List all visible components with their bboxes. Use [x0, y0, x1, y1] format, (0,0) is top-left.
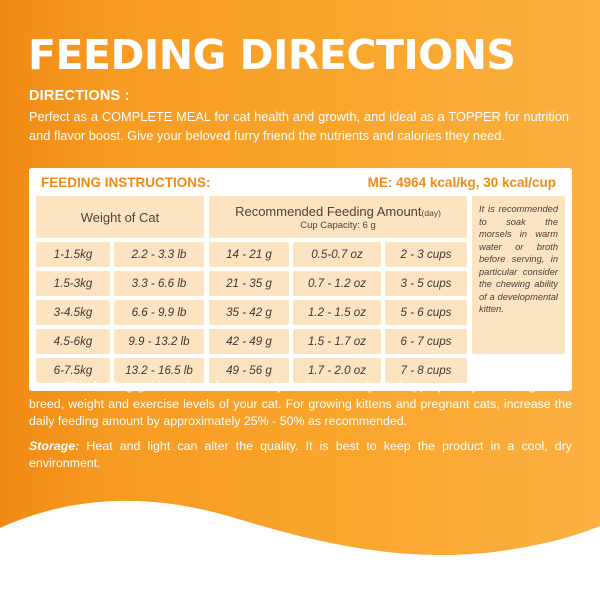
- weight-kg: 6-7.5kg: [36, 358, 110, 383]
- note-label: Note:: [29, 379, 61, 393]
- cup-capacity-label: Cup Capacity: 6 g: [300, 219, 376, 231]
- amount-cups: 6 - 7 cups: [385, 329, 467, 354]
- soaking-recommendation-note: It is recommended to soak the morsels in warm water or broth before serving, in particular consider the chewing ability of a developmental kitten.: [472, 196, 565, 354]
- weight-kg: 1.5-3kg: [36, 271, 110, 296]
- footer-notes: [29, 378, 572, 473]
- storage-label: Storage:: [29, 438, 80, 453]
- table-row: [209, 271, 467, 296]
- table-row: [209, 242, 467, 267]
- table-row: [36, 242, 204, 267]
- storage-block: [29, 438, 572, 473]
- directions-heading: DIRECTIONS :: [29, 88, 130, 104]
- weight-kg: 1-1.5kg: [36, 242, 110, 267]
- feeding-amount-rows: [209, 242, 467, 383]
- amount-cups: 7 - 8 cups: [385, 358, 467, 383]
- feeding-amount-header-label: [235, 204, 441, 219]
- weight-column-header: [36, 196, 204, 238]
- side-note-column: [472, 196, 565, 383]
- amount-cups: 5 - 6 cups: [385, 300, 467, 325]
- amount-ounces: 0.7 - 1.2 oz: [293, 271, 381, 296]
- weight-lb: 6.6 - 9.9 lb: [114, 300, 204, 325]
- table-row: [209, 329, 467, 354]
- directions-body: Perfect as a COMPLETE MEAL for cat health and growth, and ideal as a TOPPER for nutrition and flavor boost. Give your beloved furry friend the nutrients and calories they need.: [29, 109, 569, 143]
- feeding-amount-header-day-tag: (day): [421, 207, 441, 218]
- amount-grams: 49 - 56 g: [209, 358, 289, 383]
- amount-grams: 21 - 35 g: [209, 271, 289, 296]
- table-row: [209, 300, 467, 325]
- note-text: This feeding guide is for reference only and can be adjusted appropriately according to the breed, weight and exercise levels of your cat. For growing kittens and pregnant cats, increase the daily feeding amount by approximately 25% - 50% as recommended.: [29, 379, 572, 429]
- amount-ounces: 1.7 - 2.0 oz: [293, 358, 381, 383]
- amount-ounces: 1.5 - 1.7 oz: [293, 329, 381, 354]
- weight-kg: 4.5-6kg: [36, 329, 110, 354]
- amount-ounces: 0.5-0.7 oz: [293, 242, 381, 267]
- amount-grams: 35 - 42 g: [209, 300, 289, 325]
- weight-column-header-label: Weight of Cat: [80, 209, 160, 225]
- feeding-instructions-card: [29, 168, 572, 391]
- decorative-wave: [0, 470, 600, 600]
- amount-cups: 2 - 3 cups: [385, 242, 467, 267]
- weight-kg: 3-4.5kg: [36, 300, 110, 325]
- metabolizable-energy-value: ME: 4964 kcal/kg, 30 kcal/cup: [367, 174, 556, 190]
- weight-lb: 2.2 - 3.3 lb: [114, 242, 204, 267]
- feeding-amount-header-text: Recommended Feeding Amount: [235, 203, 422, 219]
- feeding-instructions-title: FEEDING INSTRUCTIONS:: [41, 174, 211, 190]
- weight-lb: 9.9 - 13.2 lb: [114, 329, 204, 354]
- feeding-amount-column-header: [209, 196, 467, 238]
- page-title: FEEDING DIRECTIONS: [28, 31, 516, 79]
- amount-grams: 14 - 21 g: [209, 242, 289, 267]
- weight-rows: [36, 242, 204, 383]
- table-row: [36, 329, 204, 354]
- weight-lb: 13.2 - 16.5 lb: [114, 358, 204, 383]
- feeding-instructions-header: [29, 168, 572, 196]
- weight-column: [36, 196, 204, 383]
- amount-grams: 42 - 49 g: [209, 329, 289, 354]
- table-row: [36, 300, 204, 325]
- amount-cups: 3 - 5 cups: [385, 271, 467, 296]
- note-block: [29, 378, 572, 431]
- feeding-amount-column: [209, 196, 467, 383]
- amount-ounces: 1.2 - 1.5 oz: [293, 300, 381, 325]
- table-row: [36, 271, 204, 296]
- weight-lb: 3.3 - 6.6 lb: [114, 271, 204, 296]
- feeding-table: [29, 196, 572, 391]
- storage-text: Heat and light can alter the quality. It is best to keep the product in a cool, dry environment.: [29, 438, 572, 471]
